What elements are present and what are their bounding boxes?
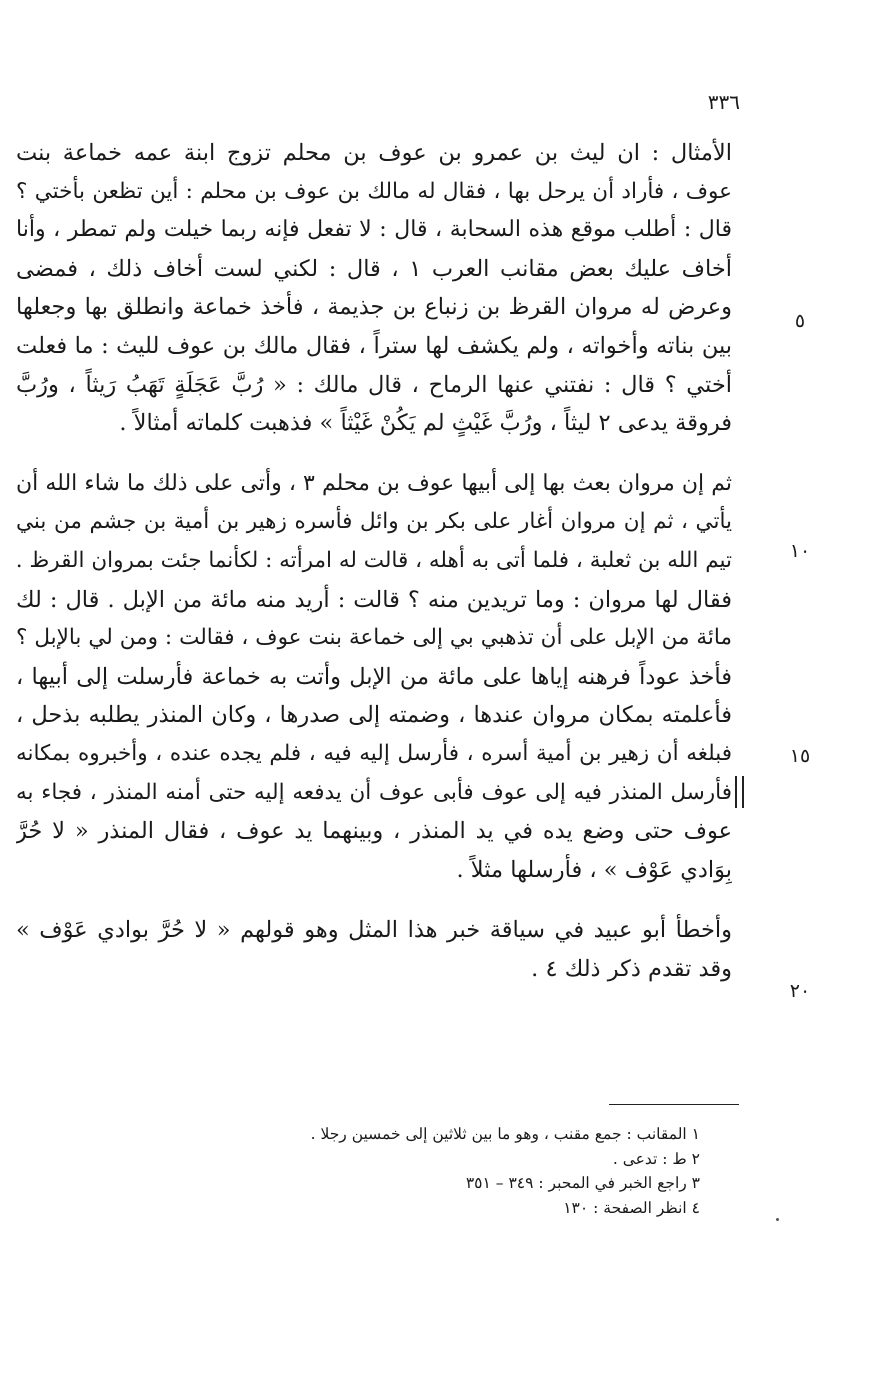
text-line: بِوَادي عَوْف » ، فأرسلها مثلاً . <box>456 856 732 883</box>
text-line: عوف حتى وضع يده في يد المنذر ، وبينهما يد عوف ، فقال المنذر « لا حُرَّ <box>16 818 732 845</box>
text-line: فروقة يدعى ٢ ليثاً ، ورُبَّ غَيْثٍ لم يَكُنْ غَيْثاً » فذهبت كلماته أمثالاً . <box>119 410 732 437</box>
text-line: فبلغه أن زهير بن أمية أسره ، فأرسل إليه فيه ، فلم يجده عنده ، وأخبروه بمكانه <box>16 740 732 766</box>
text-line: مائة من الإبل على أن تذهبي بي إلى خماعة بنت عوف ، فقالت : ومن لي بالإبل ؟ <box>16 625 732 651</box>
text-line: الأمثال : ان ليث بن عمرو بن عوف بن محلم تزوج ابنة عمه خماعة بنت <box>16 140 732 166</box>
text-line: أختي ؟ قال : نفتني عنها الرماح ، قال مالك : « رُبَّ عَجَلَةٍ تَهَبُ رَيثاً ، ورُبَّ <box>16 371 732 398</box>
text-line: يأتي ، ثم إن مروان أغار على بكر بن وائل فأسره زهير بن أمية بن جشم من بني <box>16 509 732 535</box>
margin-line-number: ١٠ <box>789 540 811 562</box>
text-line: أخاف عليك بعض مقانب العرب ١ ، قال : لكني لست أخاف ذلك ، فمضى <box>16 255 732 282</box>
text-line: عوف ، فأراد أن يرحل بها ، فقال له مالك بن عوف بن محلم : أين تظعن بأختي ؟ <box>16 178 732 204</box>
text-line: ثم إن مروان بعث بها إلى أبيها عوف بن محلم ٣ ، وأتى على ذلك ما شاء الله أن <box>16 470 732 496</box>
text-line: قال : أطلب موقع هذه السحابة ، قال : لا تفعل فإنه ربما خيلت ولم تمطر ، وأنا <box>16 217 732 243</box>
binding-bracket-mark <box>735 776 744 808</box>
text-line: بين بناته وأخواته ، ولم يكشف لها ستراً ، فقال مالك بن عوف لليث : ما فعلت <box>16 332 732 359</box>
text-line: وأخطأ أبو عبيد في سياقة خبر هذا المثل وهو قولهم « لا حُرَّ بوادي عَوْف » <box>16 917 732 944</box>
text-line: وقد تقدم ذكر ذلك ٤ . <box>531 955 732 982</box>
footnote: ٣ راجع الخبر في المحبر : ٣٤٩ – ٣٥١ <box>465 1174 700 1192</box>
paragraph-3 <box>16 911 732 988</box>
text-line: فقال لها مروان : وما تريدين منه ؟ قالت : أريد منه مائة من الإبل . قال : لك <box>16 586 732 613</box>
footnote: ٤ انظر الصفحة : ١٣٠ <box>563 1198 700 1217</box>
text-line: تيم الله بن ثعلبة ، فلما أتى به أهله ، قالت له امرأته : لكأنما جئت بمروان القرظ . <box>16 547 732 573</box>
margin-line-number: ١٥ <box>789 745 811 767</box>
text-line: فأخذ عوداً فرهنه إياها على مائة من الإبل وأتت به خماعة فأرسلت إلى أبيها ، <box>16 663 732 690</box>
text-line: فأرسل المنذر فيه إلى عوف فأبى عوف أن يدفعه إليه حتى أمنه المنذر ، فجاء به <box>16 779 732 805</box>
footnotes <box>300 1122 700 1220</box>
margin-dot <box>776 1218 779 1221</box>
paragraph-2 <box>16 465 732 890</box>
text-line: وعرض له مروان القرظ بن زنباع بن جذيمة ، فأخذ خماعة وانطلق بها وجعلها <box>16 294 732 321</box>
text-line: فأعلمته بمكان مروان عندها ، وضمته إلى صدرها ، وكان المنذر يطلبه بذحل ، <box>16 702 732 729</box>
footnote: ١ المقانب : جمع مقنب ، وهو ما بين ثلاثين إلى خمسين رجلا . <box>310 1125 700 1143</box>
footnote: ٢ ط : تدعى . <box>612 1149 700 1168</box>
footnote-rule <box>609 1104 739 1105</box>
margin-line-number: ٢٠ <box>789 980 811 1002</box>
page-number: ٣٣٦ <box>707 90 740 114</box>
margin-line-number: ٥ <box>794 310 806 332</box>
paragraph-1 <box>16 134 732 443</box>
main-text <box>16 134 732 988</box>
